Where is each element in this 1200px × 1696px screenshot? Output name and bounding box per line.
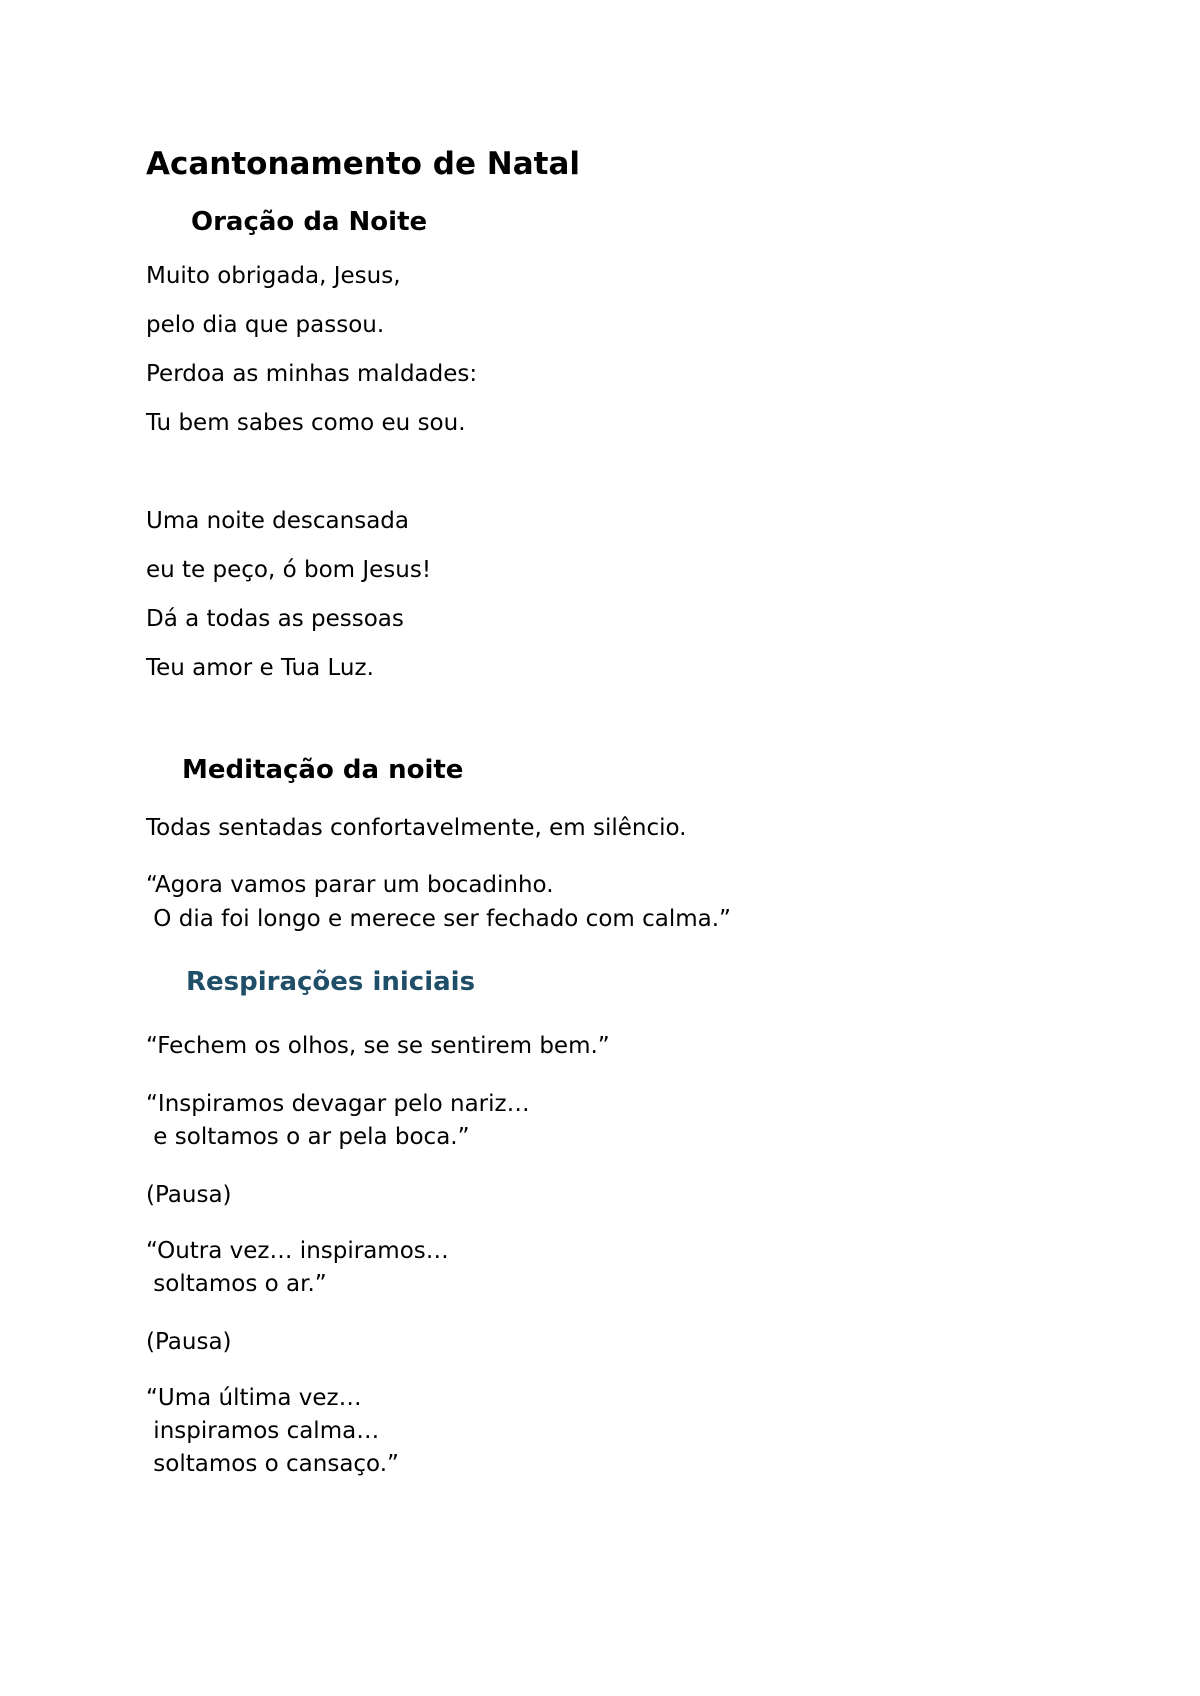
prayer-line: Teu amor e Tua Luz. [146,655,374,681]
breathing-line: soltamos o cansaço.” [146,1451,399,1477]
breathing-line: soltamos o ar.” [146,1271,327,1297]
meditation-intro: Todas sentadas confortavelmente, em silêncio. [146,815,687,841]
prayer-line: eu te peço, ó bom Jesus! [146,557,432,583]
prayer-line: Muito obrigada, Jesus, [146,263,401,289]
breathing-line: “Fechem os olhos, se se sentirem bem.” [146,1033,610,1059]
breathing-pause: (Pausa) [146,1329,232,1355]
breathing-pause: (Pausa) [146,1182,232,1208]
breathing-line: e soltamos o ar pela boca.” [146,1124,470,1150]
breathing-line: “Uma última vez… [146,1385,362,1411]
prayer-line: Dá a todas as pessoas [146,606,404,632]
meditation-heading: Meditação da noite [182,755,464,785]
meditation-quote-line: “Agora vamos parar um bocadinho. [146,872,554,898]
breathing-line: “Outra vez… inspiramos… [146,1238,449,1264]
prayer-line: Perdoa as minhas maldades: [146,361,478,387]
breathing-line: inspiramos calma… [146,1418,380,1444]
breathing-line: “Inspiramos devagar pelo nariz… [146,1091,530,1117]
breathing-heading: Respirações iniciais [186,967,476,997]
prayer-line: Tu bem sabes como eu sou. [146,410,466,436]
prayer-line: pelo dia que passou. [146,312,385,338]
prayer-line: Uma noite descansada [146,508,409,534]
meditation-quote-line: O dia foi longo e merece ser fechado com calma.” [146,906,731,932]
document-title: Acantonamento de Natal [146,146,580,182]
prayer-heading: Oração da Noite [191,207,428,237]
